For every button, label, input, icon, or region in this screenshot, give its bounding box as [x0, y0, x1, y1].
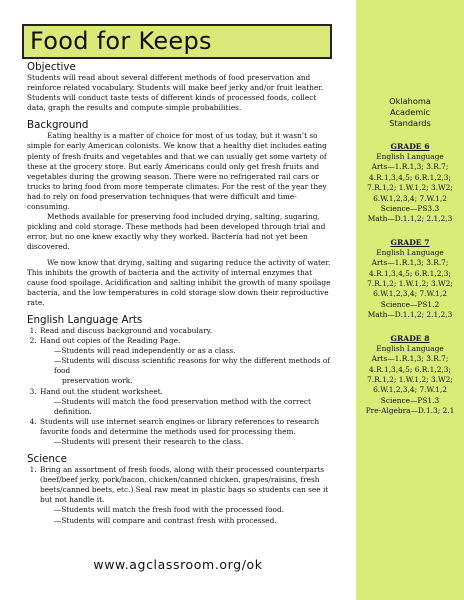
- ela-item-4: 4. Students will use internet search engines or library references to research favorite foods and determine the methods used for processing them. —Students will present their research to the class.: [39, 417, 335, 447]
- standards-title-line-3: Standards: [389, 118, 431, 128]
- grade-8-line: 6.W.1,2,3,4; 7.W.1,2: [373, 385, 447, 395]
- grade-6-line: Arts—1.R.1,3; 3.R.7;: [371, 162, 449, 172]
- science-item-1-sub-2: —Students will compare and contrast fresh with processed.: [54, 515, 277, 525]
- ela-item-3-sub-1: —Students will match the food preservation method with the correct definition.: [54, 396, 311, 416]
- grade-7-line: Arts—1.R.1,3; 3.R.7;: [371, 258, 449, 268]
- title-bar: [22, 24, 332, 59]
- grade-7-line: Science—PS1.2: [380, 299, 440, 309]
- ela-item-2: 2. Hand out copies of the Reading Page. —Students will read independently or as a class. —Students will discuss scientific reasons for why the different methods of food preservation work.: [39, 336, 335, 386]
- grade-6-line: 7.R.1,2; 1.W.1,2; 3.W2;: [367, 183, 453, 193]
- standards-title-line-1: Oklahoma: [389, 96, 431, 106]
- grade-7-line: 4.R.1,3,4,5; 6.R.1,2,3;: [369, 268, 451, 278]
- grade-6-label: GRADE 6: [390, 142, 430, 151]
- grade-8-label: GRADE 8: [390, 333, 430, 343]
- grade-6-line: 6.W.1,2,3,4; 7.W.1,2: [373, 193, 447, 203]
- background-paragraph-1: Eating healthy is a matter of choice for most of us today, but it wasn’t so simple for early American colonists. We know that a healthy diet includes eating plenty of fresh fruits and vegetables and that we can usually get some variety of these at the grocery store. But early Americans could only get fresh fruits and vegetables during the growing season. There were no refrigerated rail cars or trucks to bring food from more temperate climates. For the rest of the year they had to rely on food preservation techniques that were difficult and time-consuming.: [27, 131, 327, 212]
- ela-item-2-sub-2b: preservation work.: [62, 376, 133, 386]
- background-paragraph-3: We now know that drying, salting and sugaring reduce the activity of water. This inhibits the growth of bacteria and the activity of internal enzymes that cause food spoilage. Acidification and salting inhibit the growth of many spoilage bacteria, and the low temperatures in cold storage slow down their reproductive rate.: [27, 257, 331, 307]
- standards-sidebar: [356, 0, 464, 600]
- standards-panel: [356, 96, 464, 417]
- ela-item-1: 1. Read and discuss background and vocabulary.: [39, 326, 335, 336]
- science-item-1-sub-1: —Students will match the fresh food with the processed food.: [54, 505, 285, 515]
- grade-6-line: Science—PS3.3: [380, 204, 440, 214]
- ela-item-3: 3. Hand out the student worksheet. —Students will match the food preservation method with the correct definition.: [39, 387, 335, 417]
- main-content: [27, 61, 335, 526]
- grade-6-line: 4.R.1,3,4,5; 6.R.1,2,3;: [369, 172, 451, 182]
- grade-8-line: 4.R.1,3,4,5; 6.R.1,2,3;: [369, 364, 451, 374]
- objective-heading: Objective: [27, 61, 76, 73]
- grade-7-label: GRADE 7: [390, 237, 430, 247]
- grade-8-line: English Language: [376, 343, 444, 353]
- ela-item-2-sub-2a: —Students will discuss scientific reasons for why the different methods of food: [54, 356, 330, 376]
- footer-url: www.agclassroom.org/ok: [93, 557, 263, 572]
- science-heading: Science: [27, 453, 67, 466]
- ela-list: [27, 326, 335, 447]
- ela-heading: English Language Arts: [27, 313, 143, 326]
- grade-7-line: Math—D.1.1,2; 2.1,2,3: [367, 310, 453, 320]
- grade-8-line: Pre-Algebra—D.1.3; 2.1: [365, 406, 455, 416]
- science-item-1: 1. Bring an assortment of fresh foods, along with their processed counterparts (beef/beef jerky, pork/bacon, chicken/canned chicken, grapes/raisins, fresh beets/canned beets, etc.) Seal raw meat in plastic bags so students can see it but not handle it. —Students will match the fresh food with the processed food. —Students will compare and contrast fresh with processed.: [39, 465, 335, 526]
- grade-6-line: English Language: [376, 152, 444, 161]
- ela-item-2-sub-1: —Students will read independently or as a class.: [54, 346, 236, 356]
- ela-item-4-sub-1: —Students will present their research to the class.: [54, 437, 244, 446]
- objective-text: Students will read about several different methods of food preservation and reinforce related vocabulary. Students will make beef jerky and/or fruit leather. Students will conduct taste tests of different kinds of processed foods, collect data, graph the results and compute simple probabilities.: [27, 73, 324, 113]
- grade-7-line: 7.R.1,2; 1.W.1,2; 3.W2;: [367, 279, 453, 289]
- page-title: Food for Keeps: [30, 27, 212, 55]
- background-heading: Background: [27, 119, 89, 132]
- grade-7-line: English Language: [376, 247, 444, 257]
- standards-title-line-2: Academic: [390, 107, 430, 117]
- grade-8-line: 7.R.1,2; 1.W.1,2; 3.W2;: [367, 374, 453, 384]
- grade-8-line: Arts—1.R.1,3; 3.R.7;: [371, 354, 449, 364]
- grade-7-line: 6.W.1,2,3,4; 7.W.1,2: [373, 289, 447, 299]
- grade-8-line: Science—PS1.3: [380, 395, 440, 405]
- background-paragraph-2: Methods available for preserving food included drying, salting, sugaring, pickling and cold storage. These methods had been developed through trial and error, but no one knew exactly why they worked. Bacteria had not yet been discovered.: [27, 212, 326, 252]
- grade-6-line: Math—D.1.1,2; 2.1,2,3: [367, 214, 453, 224]
- science-list: [27, 465, 335, 526]
